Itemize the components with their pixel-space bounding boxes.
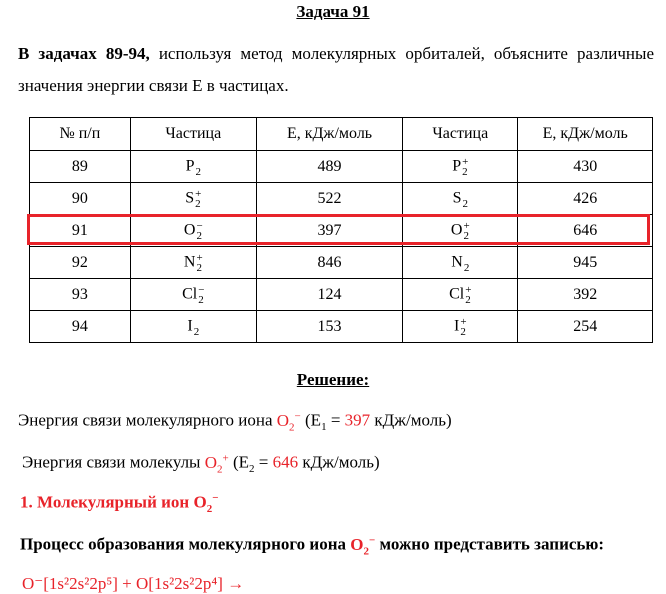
row-number-cell: 93 <box>30 279 131 311</box>
particle-cell <box>130 151 256 183</box>
chem-charge: − <box>196 219 203 232</box>
row-number-cell: 90 <box>30 183 131 215</box>
chem-subscript: 2 <box>198 293 204 306</box>
task-intro <box>18 38 654 102</box>
particle-cell <box>130 311 256 343</box>
energy-cell: 430 <box>518 151 653 183</box>
energy-cell: 489 <box>256 151 402 183</box>
line-energy-molecule: Энергия связи молекулы $O_2^+$ ($E_2 = 646$ кДж/моль) <box>22 452 380 476</box>
particle-cell <box>403 215 518 247</box>
chem-formula <box>451 253 469 273</box>
chem-formula <box>184 253 203 273</box>
row-number-cell: 91 <box>30 215 131 247</box>
chem-element: P <box>452 157 462 175</box>
chem-subscript: 2 <box>460 325 466 338</box>
header-particle-2: Частица <box>403 118 518 151</box>
chem-formula <box>449 285 471 305</box>
energy-cell: 426 <box>518 183 653 215</box>
chem-element: I <box>187 317 193 335</box>
chem-formula <box>185 189 201 209</box>
particle-cell <box>403 151 518 183</box>
energy-cell: 397 <box>256 215 402 247</box>
formula-line: O⁻[1s²2s²2p⁵] + O[1s²2s²2p⁴] → <box>22 574 245 593</box>
header-number: № п/п <box>30 118 131 151</box>
table-header-row <box>30 118 653 151</box>
table-row <box>30 183 653 215</box>
chem-subscript: 2 <box>195 197 201 210</box>
chem-element: N <box>183 253 196 271</box>
chem-charge: + <box>463 219 470 232</box>
chem-charge: − <box>198 283 205 296</box>
chem-subscript: 2 <box>196 229 202 242</box>
header-particle-1: Частица <box>130 118 256 151</box>
energy-cell: 945 <box>518 247 653 279</box>
header-energy-2: E, кДж/моль <box>518 118 653 151</box>
chem-charge <box>464 253 470 263</box>
chem-formula <box>452 157 468 177</box>
chem-charge <box>463 189 469 199</box>
chem-element: O <box>450 221 463 239</box>
chem-formula <box>186 157 201 177</box>
chem-formula <box>451 221 470 241</box>
chem-element: Cl <box>182 285 198 303</box>
energy-cell: 846 <box>256 247 402 279</box>
chem-charge <box>196 157 202 167</box>
header-energy-1: E, кДж/моль <box>256 118 402 151</box>
chem-subscript: 2 <box>462 165 468 178</box>
chem-formula <box>182 285 204 305</box>
particle-cell <box>403 183 518 215</box>
energy-cell: 124 <box>256 279 402 311</box>
chem-element: Cl <box>449 285 465 303</box>
chem-element: S <box>185 189 195 207</box>
energy-cell: 522 <box>256 183 402 215</box>
chem-subscript: 2 <box>195 165 201 178</box>
energy-cell: 646 <box>518 215 653 247</box>
chem-charge <box>194 317 200 327</box>
chem-subscript: 2 <box>465 293 471 306</box>
particle-cell <box>403 311 518 343</box>
row-number-cell: 92 <box>30 247 131 279</box>
table-row <box>30 311 653 343</box>
table-row <box>30 247 653 279</box>
chem-charge: + <box>196 251 203 264</box>
chem-charge: + <box>465 283 472 296</box>
particle-cell <box>403 279 518 311</box>
solution-title: Решение: <box>296 370 370 389</box>
energy-cell: 392 <box>518 279 653 311</box>
row-number-cell: 94 <box>30 311 131 343</box>
chem-element: I <box>454 317 460 335</box>
section-heading-ion: 1. Молекулярный ион $O_2^-$ <box>20 492 219 516</box>
particle-cell <box>130 215 256 247</box>
energy-cell: 153 <box>256 311 402 343</box>
chem-formula <box>453 189 468 209</box>
chem-charge: + <box>462 155 469 168</box>
chem-formula <box>454 317 467 337</box>
chem-element: P <box>185 157 195 175</box>
table-row <box>30 151 653 183</box>
chem-charge: + <box>460 315 467 328</box>
particle-cell <box>403 247 518 279</box>
particle-cell <box>130 183 256 215</box>
particle-cell <box>130 247 256 279</box>
table-row <box>30 215 653 247</box>
chem-charge: + <box>195 187 202 200</box>
particle-cell <box>130 279 256 311</box>
chem-element: S <box>452 189 462 207</box>
chem-subscript: 2 <box>463 261 470 274</box>
chem-element: N <box>451 253 463 271</box>
task-intro-text: используя метод молекулярных орбиталей, объясните различные значения энергии связи Е в частицах. <box>18 44 655 95</box>
process-paragraph: Процесс образования молекулярного иона $O_2^-$ можно представить записью: <box>20 534 605 558</box>
task-intro-bold: В задачах 89-94, <box>18 44 150 63</box>
chem-element: O <box>183 221 196 239</box>
row-number-cell: 89 <box>30 151 131 183</box>
line-energy-ion: Энергия связи молекулярного иона $O_2^-$ ($E_1 = 397$ кДж/моль) <box>18 410 452 434</box>
energy-table <box>29 117 653 343</box>
table-row <box>30 279 653 311</box>
chem-formula <box>184 221 203 241</box>
chem-formula <box>187 317 199 337</box>
energy-cell: 254 <box>518 311 653 343</box>
task-title: Задача 91 <box>296 2 370 21</box>
chem-subscript: 2 <box>196 261 202 274</box>
chem-subscript: 2 <box>463 229 469 242</box>
chem-subscript: 2 <box>462 197 468 210</box>
chem-subscript: 2 <box>193 325 200 338</box>
